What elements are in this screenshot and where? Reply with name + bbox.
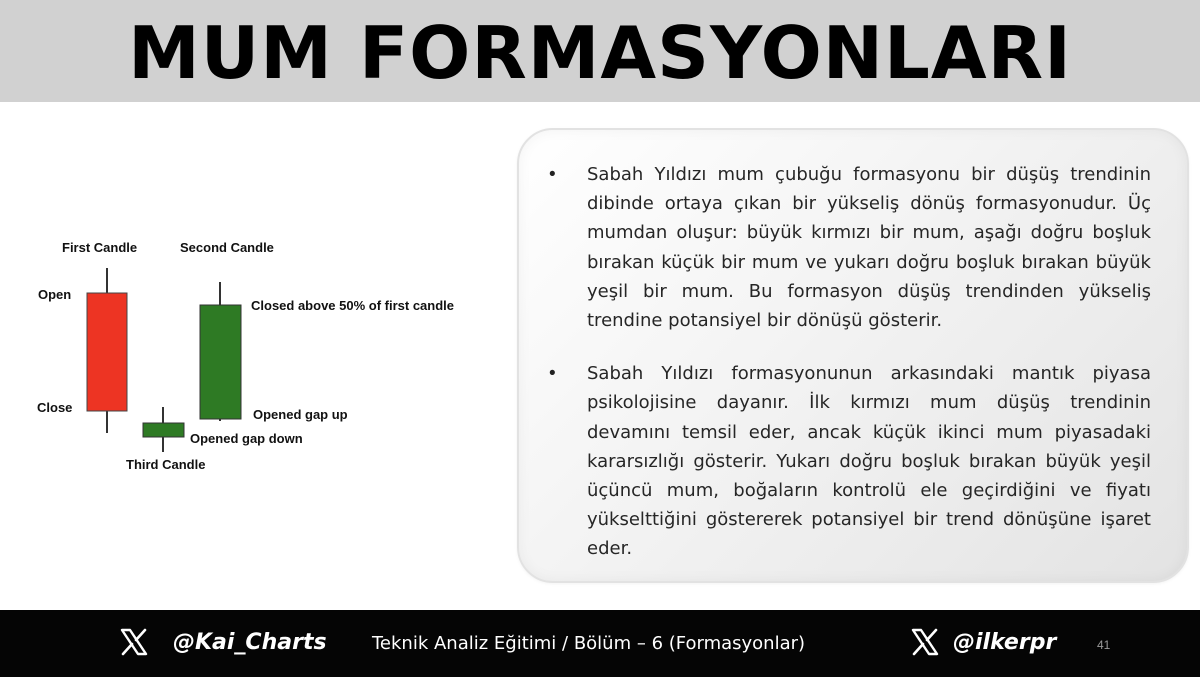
title-bar xyxy=(0,0,1200,102)
second-candle-body xyxy=(200,305,241,419)
closed-above-label: Closed above 50% of first candle xyxy=(251,298,455,313)
third-candle-label: Third Candle xyxy=(126,457,206,472)
bullet-item xyxy=(549,359,1151,563)
close-label: Close xyxy=(37,400,73,415)
open-label: Open xyxy=(38,287,72,302)
right-handle-link[interactable]: @ilkerpr xyxy=(953,630,1057,655)
opened-gap-up-label: Opened gap up xyxy=(253,407,348,422)
x-logo-icon[interactable] xyxy=(910,627,940,657)
bullet-item xyxy=(549,160,1151,335)
bullet-symbol: • xyxy=(549,363,556,385)
first-candle-body xyxy=(87,293,127,411)
page-number: 41 xyxy=(1097,638,1111,652)
left-handle-link[interactable]: @Kai_Charts xyxy=(173,630,327,655)
opened-gap-down-label: Opened gap down xyxy=(190,431,303,446)
bullet-text: Sabah Yıldızı formasyonunun arkasındaki mantık piyasa psikolojisine dayanır. İlk kırmızı mum düşüş trendinin devamını temsil eder, ancak küçük ikinci mum piyasadaki kararsızlığı gösterir. Yukarı doğru boşluk bırakan büyük yeşil üçüncü mum, boğaların kontrolü ele geçirdiğini ve fiyatı yükselttiğini göstererek potansiyel bir trend dönüşüne işaret eder. xyxy=(587,363,1151,560)
morning-star-diagram xyxy=(20,225,490,485)
page-title: MUM FORMASYONLARI xyxy=(128,11,1072,95)
bullet-symbol: • xyxy=(549,164,556,185)
first-candle-label: First Candle xyxy=(62,240,138,255)
explanation-box xyxy=(517,128,1189,583)
x-logo-icon[interactable] xyxy=(119,627,149,657)
third-candle-body xyxy=(143,423,184,437)
bullet-text: Sabah Yıldızı mum çubuğu formasyonu bir düşüş trendinin dibinde ortaya çıkan bir yükseliş dönüş formasyonudur. Üç mumdan oluşur: büyük kırmızı bir mum, aşağı doğru boşluk bırakan küçük bir mum ve yukarı doğru boşluk bırakan büyük yeşil bir mum. Bu formasyon düşüş trendinden yükseliş trendine potansiyel bir dönüşü gösterir. xyxy=(587,164,1151,332)
course-title: Teknik Analiz Eğitimi / Bölüm – 6 (Formasyonlar) xyxy=(372,633,806,654)
second-candle-label: Second Candle xyxy=(180,240,274,255)
candlestick-diagram xyxy=(20,225,490,485)
